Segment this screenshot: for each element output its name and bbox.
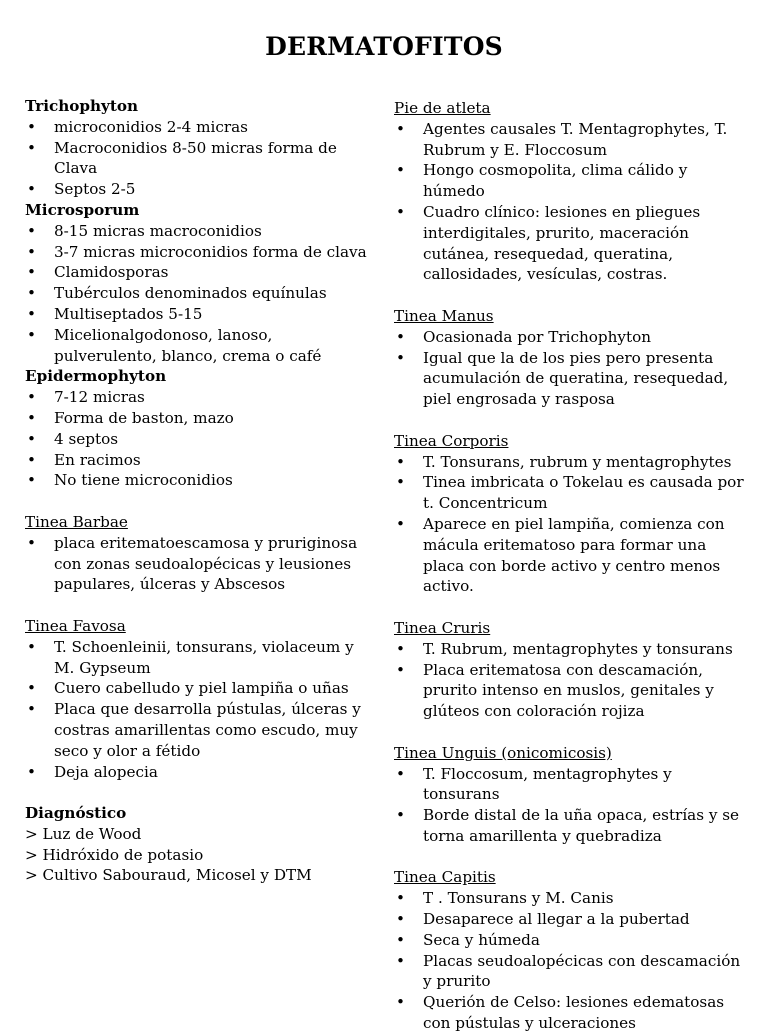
bullet-list [25,117,375,200]
list-item: • T. Schoenleinii, tonsurans, violaceum y M. Gypseum [25,637,375,679]
list-item: • 3-7 micras microconidios forma de clava [25,242,375,263]
list-item: • Tubérculos denominados equínulas [25,283,375,304]
section-tinea-unguis [394,743,744,847]
section-diagnostico [25,803,375,886]
list-item: • No tiene microconidios [25,470,375,491]
bullet-list [25,221,375,367]
section-heading: Trichophyton [25,97,139,115]
section-tinea-manus [394,306,744,410]
section-tinea-barbae [25,512,375,595]
bullet-list [394,327,744,410]
list-item: • Macroconidios 8-50 micras forma de Clava [25,138,375,180]
list-item: • Placa eritematosa con descamación, prurito intenso en muslos, genitales y glúteos con coloración rojiza [394,660,744,722]
list-item: • Cuadro clínico: lesiones en pliegues interdigitales, prurito, maceración cutánea, resequedad, queratina, callosidades, vesículas, costras. [394,202,744,285]
list-item: • T . Tonsurans y M. Canis [394,888,744,909]
section-heading: Tinea Barbae [25,512,128,531]
section-heading: Diagnóstico [25,804,127,823]
bullet-list [394,119,744,285]
list-item: • Micelionalgodonoso, lanoso, pulverulento, blanco, crema o café [25,325,375,367]
list-item: • Deja alopecia [25,762,375,783]
bullet-list [25,387,375,491]
list-item: • T. Floccosum, mentagrophytes y tonsurans [394,764,744,806]
list-item: • Tinea imbricata o Tokelau es causada por t. Concentricum [394,472,744,514]
list-item: • Ocasionada por Trichophyton [394,327,744,348]
list-item: • Placa que desarrolla pústulas, úlceras y costras amarillentas como escudo, muy seco y olor a fétido [25,699,375,761]
bullet-list [25,637,375,783]
section-heading: Tinea Favosa [25,616,126,635]
list-item: • Clamidosporas [25,262,375,283]
list-item: • Igual que la de los pies pero presenta acumulación de queratina, resequedad, piel engrosada y rasposa [394,348,744,410]
list-item: • Multiseptados 5-15 [25,304,375,325]
section-heading: Microsporum [25,200,140,219]
section-heading: Epidermophyton [25,367,167,386]
section-heading: Tinea Cruris [394,618,491,637]
section-heading: Tinea Corporis [394,431,509,450]
bullet-list [394,764,744,847]
section-tinea-corporis [394,431,744,597]
bullet-list [394,888,744,1034]
section-tinea-cruris [394,618,744,722]
section-heading: Tinea Unguis (onicomicosis) [394,743,612,762]
diagnostic-line: > Hidróxido de potasio [25,845,204,864]
section-tinea-favosa [25,616,375,782]
section-heading: Tinea Capitis [394,868,496,887]
list-item: • Borde distal de la uña opaca, estrías y se torna amarillenta y quebradiza [394,805,744,847]
list-item: • T. Tonsurans, rubrum y mentagrophytes [394,452,744,473]
list-item: • Querión de Celso: lesiones edematosas con pústulas y ulceraciones [394,992,744,1034]
list-item: • Septos 2-5 [25,179,375,200]
section-pie-de-atleta [394,98,744,285]
list-item: • Hongo cosmopolita, clima cálido y húmedo [394,160,744,202]
list-item: • Forma de baston, mazo [25,408,375,429]
bullet-list [394,452,744,598]
diagnostic-line: > Cultivo Sabouraud, Micosel y DTM [25,866,312,885]
list-item: • Agentes causales T. Mentagrophytes, T. Rubrum y E. Floccosum [394,119,744,161]
section-microsporum [25,200,375,366]
diagnostic-line: > Luz de Wood [25,824,142,843]
list-item: • Cuero cabelludo y piel lampiña o uñas [25,678,375,699]
list-item: • Seca y húmeda [394,930,744,951]
section-trichophyton [25,96,375,200]
section-heading: Tinea Manus [394,306,494,325]
list-item: • Placas seudoalopécicas con descamación y prurito [394,951,744,993]
list-item: • T. Rubrum, mentagrophytes y tonsurans [394,639,744,660]
list-item: • 4 septos [25,429,375,450]
list-item: • Desaparece al llegar a la pubertad [394,909,744,930]
list-item: • Aparece en piel lampiña, comienza con mácula eritematoso para formar una placa con borde activo y centro menos activo. [394,514,744,597]
list-item: • microconidios 2-4 micras [25,117,375,138]
list-item: • placa eritematoescamosa y pruriginosa con zonas seudoalopécicas y leusiones papulares, úlceras y Abscesos [25,533,375,595]
list-item: • En racimos [25,450,375,471]
bullet-list [394,639,744,722]
section-epidermophyton [25,366,375,491]
section-heading: Pie de atleta [394,99,491,117]
list-item: • 7-12 micras [25,387,375,408]
right-column [394,98,744,1034]
page-title: DERMATOFITOS [265,32,503,61]
section-tinea-capitis [394,867,744,1033]
bullet-list [25,533,375,595]
left-column [25,96,375,886]
list-item: • 8-15 micras macroconidios [25,221,375,242]
